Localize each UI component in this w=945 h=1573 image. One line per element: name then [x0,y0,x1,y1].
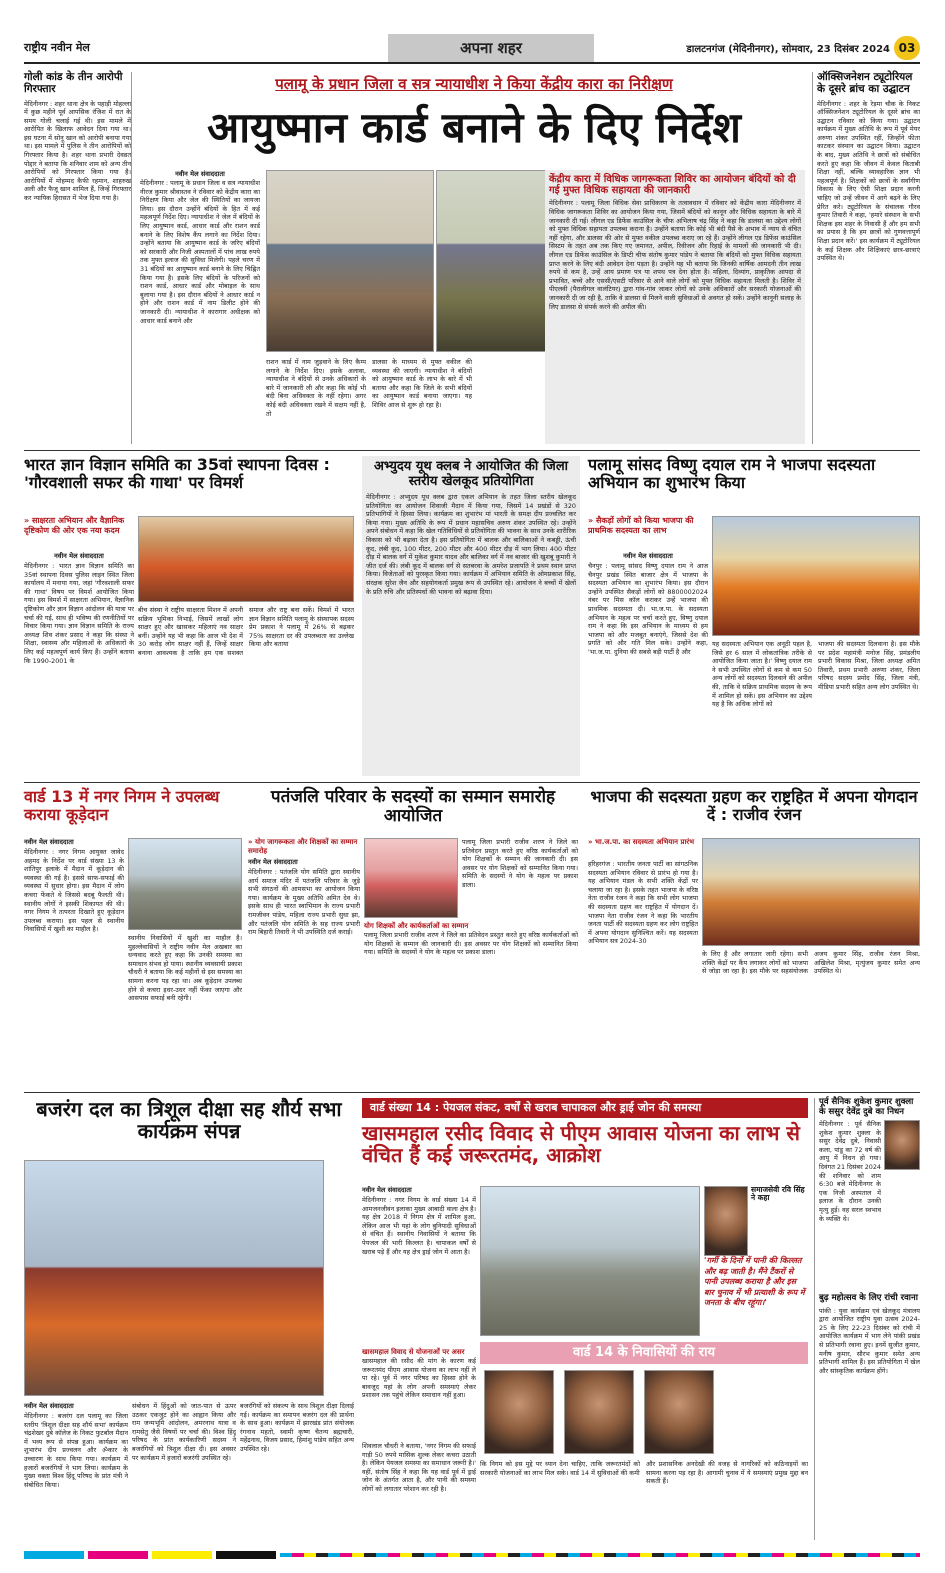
dateline: डालटनगंज (मेदिनीनगर), सोमवार, 23 दिसंबर 2024 [686,44,890,55]
bajrang-photo [24,1160,324,1396]
patanjali-subhead2: योग शिक्षकों और कार्यकर्ताओं का सम्मान [364,922,469,930]
patanjali-story [248,788,578,1086]
mp-bjp-body3: भाजपा की सदस्यता दिलवाना है। इस मौके पर प्रदेश महामंत्री मनोज सिंह, प्रमंडलीय प्रभारी विकास मिश्रा, जिला अध्यक्ष अमित तिवारी, प्रथम प्रभारी अरुणा शंकर, जिला परिषद सदस्य प्रमोद सिंह, जिला मंत्री, मीडिया प्रभारी सहित अन्य लोग उपस्थित थे। [818,640,920,691]
ward14-story [362,1098,808,1540]
ward13-story [24,788,242,1086]
register-swatch-magenta [88,1551,148,1559]
right-story-body: मेदिनीनगर : शहर के रेड़मा चौक के निकट ऑक्सिजनेशन ट्यूटोरियल के दूसरे ब्रांच का उद्घाटन रविवार को किया गया। उद्घाटन कार्यक्रम में मुख्य अतिथि के रूप में पूर्व मेयर अरुणा शंकर उपस्थित रहीं, जिन्होंने फीता काटकर संस्थान का उद्घाटन किया। उद्घाटन के बाद, मुख्य अतिथि ने छात्रों को संबोधित करते हुए कहा कि जीवन में केवल किताबी शिक्षा नहीं, बल्कि व्यावहारिक ज्ञान भी महत्वपूर्ण है। शिक्षकों को छात्रों के सर्वांगीण विकास के लिए ऐसी शिक्षा प्रदान करनी चाहिए जो उन्हें जीवन में आगे बढ़ने के लिए प्रेरित करे। ट्यूटोरियल के संचालक गौरव कुमार तिवारी ने कहा, 'हमारे संस्थान के सभी शिक्षक इस शहर के निवासी हैं और हम सभी का प्रयास है कि हम छात्रों को गुणवत्तापूर्ण शिक्षा प्रदान करें।' इस कार्यक्रम में ट्यूटोरियल के कई शिक्षक और शिक्षिकाएं छात्र-छात्राएं उपस्थित थे। [817,99,920,263]
lead-byline: नवीन मेल संवाददाता [175,170,225,178]
bgvs-story [24,456,354,776]
mp-bjp-byline: नवीन मेल संवाददाता [623,552,673,560]
ward13-body: मेदिनीनगर : नगर निगम आयुक्त जावेद अहमद के निर्देश पर वार्ड संख्या 13 के शांतिपुर इलाके में मैदान में कूड़ेदान की व्यवस्था की गई है। इससे साफ-सफाई की व्यवस्था में सुधार होगा। इस मैदान में लोग कचरा फेंकते थे जिससे बदबू फैलती थी। स्थानीय लोगों ने इसकी शिकायत की थी। नगर निगम ने तत्परता दिखाते हुए कूड़ेदान उपलब्ध कराया। इस पहल से स्थानीय निवासियों में खुशी का माहौल है। [24,848,124,934]
mp-bjp-headline: पलामू सांसद विष्णु दयाल राम ने भाजपा सदस्यता अभियान का शुभारंभ किया [588,455,876,492]
lead-body-col2: राशन कार्ड में नाम जुड़वाने के लिए कैम्प लगाने के निर्देश दिए। इसके अलावा, न्यायाधीश ने बंदियों से उनके अधिकारों के बारे में जानकारी ली और कहा कि कोई भी बंदी बिना अधिवक्ता के नहीं रहेगा। अगर कोई बंदी अधिवक्ता रखने में सक्षम नहीं है, तो [266,358,366,418]
bgvs-body: मेदिनीनगर : भारत ज्ञान विज्ञान समिति का 35वां स्थापना दिवस पुलिस लाइन स्थित जिला कार्यालय में मनाया गया, जहां 'गौरवशाली सफर की गाथा' विषय पर विमर्श आयोजित किया गया। इस विमर्श में साक्षरता अभियान, वैज्ञानिक दृष्टिकोण और ज्ञान विज्ञान आंदोलन की यात्रा पर चर्चा की गई, साथ ही भविष्य की रणनीतियों पर विचार किया गया। ज्ञान विज्ञान समिति के राज्य अध्यक्ष शिव शंकर प्रसाद ने कहा कि संस्था ने शिक्षा, स्वास्थ्य और महिलाओं के अधिकारों के लिए कई महत्वपूर्ण कार्य किए हैं। उन्होंने बताया कि 1990-2001 के [24,562,134,665]
boxing-headline: बुढ़ महोत्सव के लिए रांची रवाना [819,1293,918,1304]
color-register-bar [24,1548,920,1562]
rajeev-ranjan-body2: के लिए है और लगातार जारी रहेगा। सभी शक्ति केंद्रों पर कैंप लगाकर लोगों को भाजपा से जोड़ा जा रहा है। इस मौके पर सहसंयोजक अजय कुमार सिंह, राजीव रंजन मिश्रा, अखिलेश मिश्रा, मृत्युंजय कुमार समेत अन्य उपस्थित थे। [702,950,920,976]
legal-aid-headline: केंद्रीय कारा में विधिक जागरूकता शिविर का आयोजन बंदियों को दी गई मुफ्त विधिक सहायता की जानकारी [549,174,796,197]
ward14-res-body3: और प्रशासनिक अनदेखी की वजह से नागरिकों को कठिनाइयों का सामना करना पड़ रहा है। आगामी चुनाव में ये समस्याएं प्रमुख मुद्दा बन सकती हैं। [646,1460,808,1486]
rajeev-ranjan-photo [702,838,920,946]
ward14-ribbon: वार्ड संख्या 14 : पेयजल संकट, वर्षों से खराब चापाकल और ड्राई जोन की समस्या [362,1098,808,1118]
legal-aid-body: मेदिनीनगर : पलामू जिला विधिक सेवा प्राधिकरण के तत्वावधान में रविवार को केंद्रीय कारा मेदिनीनगर में विधिक जागरूकता शिविर का आयोजन किया गया, जिसमें बंदियों को कानून और विधिक सहायता के बारे में जानकारी दी गई। लीगल एड डिफेंस काउंसिल के चीफ अभिलाष चंद्र सिंह ने कहा कि डालसा का उद्देश्य लोगों को मुफ्त विधिक सहायता उपलब्ध कराना है। उन्होंने बताया कि कोई भी बंदी पैसे के अभाव में न्याय से वंचित नहीं रहेगा, और डालसा की ओर से मुफ्त वकील उपलब्ध कराए जा रहे हैं। उन्होंने लीगल एड डिफेंस काउंसिल सिस्टम के तहत अब तक किए गए जमानत, अपील, रिवीजन और रिहाई के मामलों की जानकारी भी दी। लीगल एड डिफेंस काउंसिल के डिप्टी चीफ संतोष कुमार पांडेय ने बताया कि बंदियों को मुफ्त विधिक सहायता प्राप्त करने के लिए बंदी आवेदन देना पड़ता है। उन्होंने यह भी बताया कि जिनकी वार्षिक आमदनी तीन लाख रुपये से कम है, उन्हें आय प्रमाण पत्र या शपथ पत्र देना होता है। महिला, दिव्यांग, प्राकृतिक आपदा से प्रभावित, बच्चे और एससी/एसटी परिवार से आने वाले लोगों को मुफ्त विधिक सहायता मिलती है। शिविर में पीएलवी (पैरालीगल वालंटियर) द्वारा गांव-गांव जाकर लोगों को उनके अधिकारों और सरकारी योजनाओं की जानकारी दी जा रही है, ताकि वे डालसा से मिलने वाली सुविधाओं से अवगत हो सकें। उन्होंने कानूनी सलाह के लिए डालसा से संपर्क करने की अपील की। [549,199,801,311]
ward13-headline: वार्ड 13 में नगर निगम ने उपलब्ध कराया कूड़ेदान [24,787,220,824]
obit-body: मेदिनीनगर : पूर्व सैनिक शुकेश कुमार शुक्ला के ससुर देवेंद्र दुबे, निवासी कला, पांडू का 72 वर्ष की आयु में निधन हो गया। दिवंगत 21 दिसंबर 2024 की शनिवार को शाम 6:30 बजे मेदिनीनगर के एक निजी अस्पताल में इलाज के दौरान उनकी मृत्यु हुई। वह सरल स्वभाव के व्यक्ति थे। [819,1120,881,1223]
ward14-residents-title: वार्ड 14 के निवासियों की राय [480,1342,808,1364]
ward14-photo [480,1186,700,1336]
register-stripe [280,1553,920,1557]
ward14-quote-portrait [704,1186,748,1256]
mp-bjp-body2: यह सदस्यता अभियान एक अनूठी पहल है, जिसे हर 6 साल में लोकतांत्रिक तरीके से आयोजित किया जाता है।' विष्णु दयाल राम ने सभी उपस्थित लोगों से कम से कम 50 अन्य लोगों को सदस्यता दिलवाने की अपील की, ताकि वे सक्रिय प्राथमिक सदस्य के रूप में शामिल हो सकें। इस अभियान का उद्देश्य यह है कि अधिक लोगों को [712,640,812,709]
ward14-headline: खासमहाल रसीद विवाद से पीएम आवास योजना का लाभ से वंचित हैं कई जरूरतमंद, आक्रोश [362,1121,800,1168]
patanjali-col2 [364,922,578,1084]
patanjali-subhead-text: योग जागरूकता और शिक्षकों का सम्मान समारोह [248,838,358,855]
lead-headline: आयुष्मान कार्ड बनाने के दिए निर्देश [207,103,741,152]
bajrang-body2: संबोधन में हिंदुओं को जात-पात से ऊपर उठकर एकजुट होने का आह्वान किया और राम जन्मभूमि आंदोलन, अमरनाथ यात्रा व रामसेतु जैसे विषयों पर चर्चा की। विश्व हिंदू परिषद के प्रांत कार्यकारिणी सदस्य ने बजरंगियों को त्रिशूल दीक्षा दी। इस अवसर पर कार्यक्रम में हजारों बजरंगी उपस्थित रहे। [132,1402,236,1462]
obit-headline: पूर्व सैनिक शुकेश कुमार शुक्ला के ससुर देवेंद्र दुबे का निधन [819,1097,914,1117]
resident-portrait-2 [564,1370,634,1454]
bgvs-photo [138,516,354,602]
rajeev-ranjan-subhead-text: भा.ज.पा. का सदस्यता अभियान प्रारंभ [594,838,695,846]
lead-body-col1 [140,170,260,445]
double-right-arrow-icon: » [24,516,30,525]
youth-club-headline: अभ्युदय यूथ क्लब ने आयोजित की जिला स्तरीय खेलकूद प्रतियोगिता [373,459,569,489]
left-column-story [24,72,132,444]
rajeev-ranjan-headline: भाजपा की सदस्यता ग्रहण कर राष्ट्रहित में अपना योगदान दें : राजीव रंजन [590,787,918,824]
ward14-res-body: शिवलाल चौधरी ने बताया, 'नगर निगम की सफाई गाड़ी 50 रुपये मासिक शुल्क लेकर कचरा उठाती है। लेकिन पेयजल समस्या का समाधान जरूरी है।' वहीं, संतोष सिंह ने कहा कि यह वार्ड पूर्व में ड्राई जोन के अंतर्गत आता है, और पानी की समस्या लोगों को लगातार परेशान कर रही है। [362,1442,476,1493]
patanjali-body: मेदिनीनगर : पतंजलि योग समिति द्वारा स्थानीय आर्य समाज मंदिर में पतंजलि परिवार के जुड़े सभी संगठनों की आमसभा का आयोजन किया गया। कार्यक्रम के मुख्य अतिथि अमित देव थे। इसके साथ ही भारत स्वाभिमान के राज्य प्रभारी रामजीवन पांडेय, महिला राज्य प्रभारी सुधा झा, और पतंजलि योग समिति के सह राज्य प्रभारी राम बिहारी तिवारी ने भी उपस्थिति दर्ज कराई। [248,868,360,937]
bgvs-byline: नवीन मेल संवाददाता [54,552,104,560]
bgvs-headline: भारत ज्ञान विज्ञान समिति का 35वां स्थापना दिवस : 'गौरवशाली सफर की गाथा' पर विमर्श [24,455,330,492]
section-title: अपना शहर [388,34,594,62]
section-divider [24,450,920,451]
rajeev-ranjan-body: हरिहरगंज : भारतीय जनता पार्टी का सांगठनिक सदस्यता अभियान रविवार से प्रारंभ हो गया है। यह अभियान मंडल के सभी शक्ति केंद्रों पर चलाया जा रहा है। इसके तहत भाजपा के वरिष्ठ नेता राजीव रंजन ने कहा कि सभी लोग भाजपा की सदस्यता ग्रहण कर राष्ट्रहित में योगदान दें। भाजपा नेता राजीव रंजन ने कहा कि भारतीय जनता पार्टी की सदस्यता ग्रहण कर लोग राष्ट्रहित में अपना योगदान सुनिश्चित करें। यह सदस्यता अभियान सत्र 2024-30 [588,860,698,946]
section-divider [24,782,920,783]
bgvs-subhead [24,516,134,536]
patanjali-headline: पतंजलि परिवार के सदस्यों का सम्मान समारोह आयोजित [270,787,556,827]
ward14-body: मेदिनीनगर : नगर निगम के वार्ड संख्या 14 में आमजनजीवन इलाका मुख्य आबादी वाला क्षेत्र है। यह क्षेत्र 2018 में निगम क्षेत्र में शामिल हुआ, लेकिन आज भी यहां के लोग बुनियादी सुविधाओं से वंचित हैं। स्थानीय निवासियों ने बताया कि पेयजल की भारी किल्लत है। चापाकल वर्षों से खराब पड़े हैं और यह क्षेत्र ड्राई जोन में आता है। [362,1196,476,1256]
right-bottom-column [814,1098,920,1540]
patanjali-byline: नवीन मेल संवाददाता [248,858,298,866]
patanjali-photo [364,838,458,918]
section-divider [24,1092,920,1093]
ward14-quote-box [704,1186,808,1336]
patanjali-body2: पलामू जिला प्रभारी राजीव शरण ने जिले का प्रतिवेदन प्रस्तुत करते हुए वरिष्ठ कार्यकर्ताओं को योग शिक्षकों के सम्मान की जानकारी दी। इस अवसर पर योग शिक्षकों को सम्मानित किया गया। समिति के सदस्यों ने योग के महत्व पर प्रकाश डाला। [364,931,578,957]
lead-body-col3: डालसा के माध्यम से मुफ्त वकील की व्यवस्था की जाएगी। न्यायाधीश ने बंदियों को आयुष्मान कार्ड के लाभ के बारे में भी बताया और कहा कि जिले के सभी बंदियों का आयुष्मान कार्ड बनाया जाएगा। यह शिविर आज से शुरू हो रहा है। [372,358,472,409]
boxing-body: पांकी : युवा कार्यक्रम एवं खेलकूद मंत्रालय द्वारा आयोजित राष्ट्रीय युवा उत्सव 2024-25 के लिए 22-23 दिसंबर को रांची में आयोजित कार्यक्रम में भाग लेने पांकी प्रखंड से प्रतिभागी रवाना हुए। इनमें सुजीत कुमार, मनीष कुमार, सौरभ कुमार समेत अन्य प्रतिभागी शामिल हैं। इस प्रतियोगिता में खेल और सांस्कृतिक कार्यक्रम होंगे। [819,1306,920,1375]
ward14-quote-name: समाजसेवी रवि सिंह ने कहा [751,1185,805,1203]
lead-body-text: मेदिनीनगर : पलामू के प्रधान जिला व सत्र न्यायाधीश नीरज कुमार श्रीवास्तव ने रविवार को केंद्रीय कारा का निरीक्षण किया और जेल की स्थितियों का जायजा लिया। इस दौरान उन्होंने बंदियों के हित में कई महत्वपूर्ण निर्देश दिए। न्यायाधीश ने जेल में बंदियों के लिए आयुष्मान कार्ड, आधार कार्ड और राशन कार्ड बनाने के लिए विशेष कैंप लगाने का निर्देश दिया। उन्होंने बताया कि आयुष्मान कार्ड के जरिए बंदियों को सरकारी और निजी अस्पतालों में पांच लाख रुपये तक मुफ्त इलाज की सुविधा मिलेगी। पहले चरण में 31 बंदियों का आयुष्मान कार्ड बनाने के लिए चिह्नित किया गया है। इसके लिए बंदियों के परिजनों को राशन कार्ड, आधार कार्ड और मोबाइल के साथ बुलाया गया है। इस दौरान बंदियों ने आधार कार्ड न होने और राशन कार्ड में नाम डिलीट होने की जानकारी दी। न्यायाधीश ने कारागार अधीक्षक को आधार कार्ड बनाने और [140,179,260,325]
left-story-headline: गोली कांड के तीन आरोपी गिरफ्तार [24,71,123,95]
mp-bjp-subhead-text: सैकड़ों लोगों को किया भाजपा की प्राथमिक सदस्यता का लाभ [588,516,694,535]
paper-name: राष्ट्रीय नवीन मेल [24,41,90,54]
ward14-quote: 'गर्मी के दिनों में पानी की किल्लत और बढ़ जाती है। मैंने टैंकरों से पानी उपलब्ध कराया है और इस बार चुनाव में भी प्रत्याशी के रूप में जनता के बीच रहूंगा।' [704,1256,805,1307]
ward14-col1b [362,1348,476,1438]
youth-club-body: मेदिनीनगर : अभ्युदय यूथ क्लब द्वारा एकल अभियान के तहत जिला स्तरीय खेलकूद प्रतियोगिता का आयोजन शिवाजी मैदान में किया गया, जिसमें 14 प्रखंडों से 320 प्रतिभागियों ने हिस्सा लिया। कार्यक्रम का शुभारंभ मां भारती के समक्ष दीप प्रज्वलित कर किया गया। मुख्य अतिथि के रूप में प्रधान महासचिव अरुण शंकर उपस्थित रहे। उन्होंने अपने संबोधन में कहा कि खेल गतिविधियों से प्रतियोगिता की भावना के साथ उनके शारीरिक विकास को भी बढ़ावा देता है। इस प्रतियोगिता में बालक और बालिकाओं ने कबड्डी, ऊंची कूद, लंबी कूद, 100 मीटर, 200 मीटर और 400 मीटर दौड़ में भाग लिया। 400 मीटर दौड़ में बालक वर्ग में मुकेश कुमार यादव और बालिका वर्ग में नव बाजार की खुशबू कुमारी ने जीत दर्ज की। लंबी कूद में बालक वर्ग से सतबरवा के अमरेश प्रजापति ने प्रथम स्थान प्राप्त किया। विजेताओं को पुरस्कृत किया गया। कार्यक्रम में अभियान समिति के ओमप्रकाश सिंह, संरक्षक सुरेश जैन और सहयोगकर्ता प्रमुख रूप से उपस्थित रहे। आयोजन ने बच्चों में खेलों के प्रति रुचि और प्रतिस्पर्धा की भावना को बढ़ावा दिया। [366,493,576,596]
page-number: 03 [894,36,920,60]
double-right-arrow-icon: » [248,838,253,846]
ward14-body2: खासमहाल की रसीद की मांग के कारण कई जरूरतमंद पीएम आवास योजना का लाभ नहीं ले पा रहे। पूर्व में नगर परिषद का हिस्सा होने के बावजूद यहां के लोग अपनी समस्याएं लेकर प्रशासन तक पहुंचे लेकिन समाधान नहीं हुआ। [362,1357,476,1400]
patanjali-body3: पलामू जिला प्रभारी राजीव शरण ने जिले का प्रतिवेदन प्रस्तुत करते हुए वरिष्ठ कार्यकर्ताओं को योग शिक्षकों के सम्मान की जानकारी दी। इस अवसर पर योग शिक्षकों को सम्मानित किया गया। समिति के सदस्यों ने योग के महत्व पर प्रकाश डाला। [462,838,578,889]
mp-bjp-body: चैनपुर : पलामू सांसद विष्णु दयाल राम ने आज चैनपुर प्रखंड स्थित बाजार क्षेत्र में भाजपा के सदस्यता अभियान का शुभारंभ किया। इस दौरान उन्होंने उपस्थित सैकड़ों लोगों को 8800002024 नंबर पर मिस कॉल कराकर उन्हें भाजपा की प्राथमिक सदस्यता दी। भा.ज.पा. के सदस्यता अभियान के महत्व पर चर्चा करते हुए, विष्णु दयाल राम ने कहा कि इस अभियान के माध्यम से हम भाजपा को और मजबूत बनाएंगे, जिससे देश की प्रगति को और गति मिल सके। उन्होंने कहा, 'भा.ज.पा. दुनिया की सबसे बड़ी पार्टी है और [588,562,708,656]
obit-portrait [884,1120,920,1170]
bajrang-body: मेदिनीनगर : बजरंग दल पलामू का जिला स्तरीय 'त्रिशूल दीक्षा सह शौर्य सभा' कार्यक्रम चंद्रशेखर दुबे कॉलेज के निकट फुटबॉल मैदान में भव्य रूप से संपन्न हुआ। कार्यक्रम का शुभारंभ दीप प्रज्वलन और ॐकार के उच्चारण के साथ किया गया। कार्यक्रम में हजारों बजरंगियों ने भाग लिया। कार्यक्रम के मुख्य वक्ता विश्व हिंदू परिषद के प्रांत मंत्री ने संबोधित किया। [24,1412,128,1489]
masthead [24,34,920,64]
ward14-res-body2: कि निगम को इस मुद्दे पर ध्यान देना चाहिए, ताकि जरूरतमंदों को सरकारी योजनाओं का लाभ मिल सके। वार्ड 14 में सुविधाओं की कमी [480,1460,640,1477]
lead-photo-inspection [266,170,434,352]
bgvs-subhead-text: साक्षरता अभियान और वैज्ञानिक दृष्टिकोण की ओर एक नया कदम [24,516,125,535]
lead-kicker: पलामू के प्रधान जिला व सत्र न्यायाधीश ने किया केंद्रीय कारा का निरीक्षण [275,75,673,93]
double-right-arrow-icon: » [588,516,594,525]
bajrang-headline: बजरंग दल का त्रिशूल दीक्षा सह शौर्य सभा कार्यक्रम संपन्न [36,1097,342,1144]
mp-bjp-photo [712,516,920,636]
ward14-byline: नवीन मेल संवाददाता [362,1186,412,1194]
register-swatch-yellow [152,1551,212,1559]
patanjali-subhead [248,838,360,856]
bajrang-story [24,1098,354,1540]
double-right-arrow-icon: » [588,838,593,846]
bgvs-body2: बीच संस्था ने राष्ट्रीय साक्षरता मिशन में अपनी सक्रिय भूमिका निभाई, जिसमें लाखों लोग साक्षर हुए और खासकर महिलाएं नव साक्षर बनीं। उन्होंने यह भी कहा कि आज भी देश में 30 करोड़ लोग साक्षर नहीं हैं, जिन्हें साक्षर बनाना आवश्यक है ताकि हम एक सशक्त समाज और राष्ट्र बना सकें। विमर्श में भारत ज्ञान विज्ञान समिति पलामू के संस्थापक सदस्य प्रेम प्रकाश ने पलामू में 26% से बढ़कर 75% साक्षरता दर की उपलब्धता का उल्लेख किया और बताया [138,606,354,657]
register-swatch-cyan [24,1551,84,1559]
register-swatch-black [216,1551,276,1559]
youth-club-story [362,456,580,776]
bajrang-body3: बजरंगियों को संकल्प के साथ त्रिशूल दीक्षा दिलाई गई। कार्यक्रम का समापन बजरंग दल की प्रार्थना के साथ हुआ। कार्यक्रम में झारखंड प्रांत संयोजक रंगनाथ महतो, स्वामी कृष्ण चैतन्य ब्रह्मचारी, महेंद्रनाथ, विजय प्रसाद, हिमांशु पांडेय सहित अन्य उपस्थित रहे। [240,1402,354,1453]
bajrang-byline: नवीन मेल संवाददाता [24,1402,74,1410]
resident-portrait-3 [644,1370,714,1454]
ward13-byline: नवीन मेल संवाददाता [24,838,74,846]
rajeev-ranjan-story [588,788,920,1086]
right-column-story [812,72,920,444]
mp-bjp-story [588,456,920,776]
right-story-headline: ऑक्सिजनेशन ट्यूटोरियल के दूसरे ब्रांच का उद्घाटन [817,71,913,95]
ward13-body2: स्थानीय निवासियों में खुशी का माहौल है। मुहल्लेवासियों ने राष्ट्रीय नवीन मेल अखबार का धन्यवाद करते हुए कहा कि उनकी समस्या का समाधान संभव हो पाया। स्थानीय व्यवसायी प्रकाश चौधरी ने बताया कि कई महीनों से इस समस्या का सामना करना पड़ रहा था। अब कूड़ेदान उपलब्ध होने से कचरा इधर-उधर नहीं फेंका जाएगा और आसपास सफाई बनी रहेगी। [128,934,242,1003]
mp-bjp-subhead [588,516,708,536]
resident-portrait-1 [484,1370,554,1454]
ward14-subhead: खासमहाल विवाद से योजनाओं पर असर [362,1348,465,1356]
rajeev-ranjan-subhead [588,838,698,847]
legal-aid-box [545,170,805,444]
ward13-photo [128,838,242,930]
left-story-body: मेदिनीनगर : शहर थाना क्षेत्र के पहाड़ी मोहल्ला में कुछ महीने पूर्व आपसिक रंजिश में रात के समय गोली चलाई गई थी। इस मामले में आरोपित के खिलाफ आवेदन दिया गया था। इस घटना में सोनू खान को आरोपी बनाया गया था। इस मामले में पुलिस ने तीन आरोपियों को गिरफ्तार किया है। शहर थाना प्रभारी देवव्रत पोद्दार ने बताया कि शनिवार शाम को अन्य तीन आरोपियों को गिरफ्तार किया गया है। आरोपियों में मोहम्मद कैफी रहमान, शाहरुख अली और फैजू खान शामिल हैं, जिन्हें गिरफ्तार कर न्यायिक हिरासत में भेज दिया गया है। [24,99,131,203]
